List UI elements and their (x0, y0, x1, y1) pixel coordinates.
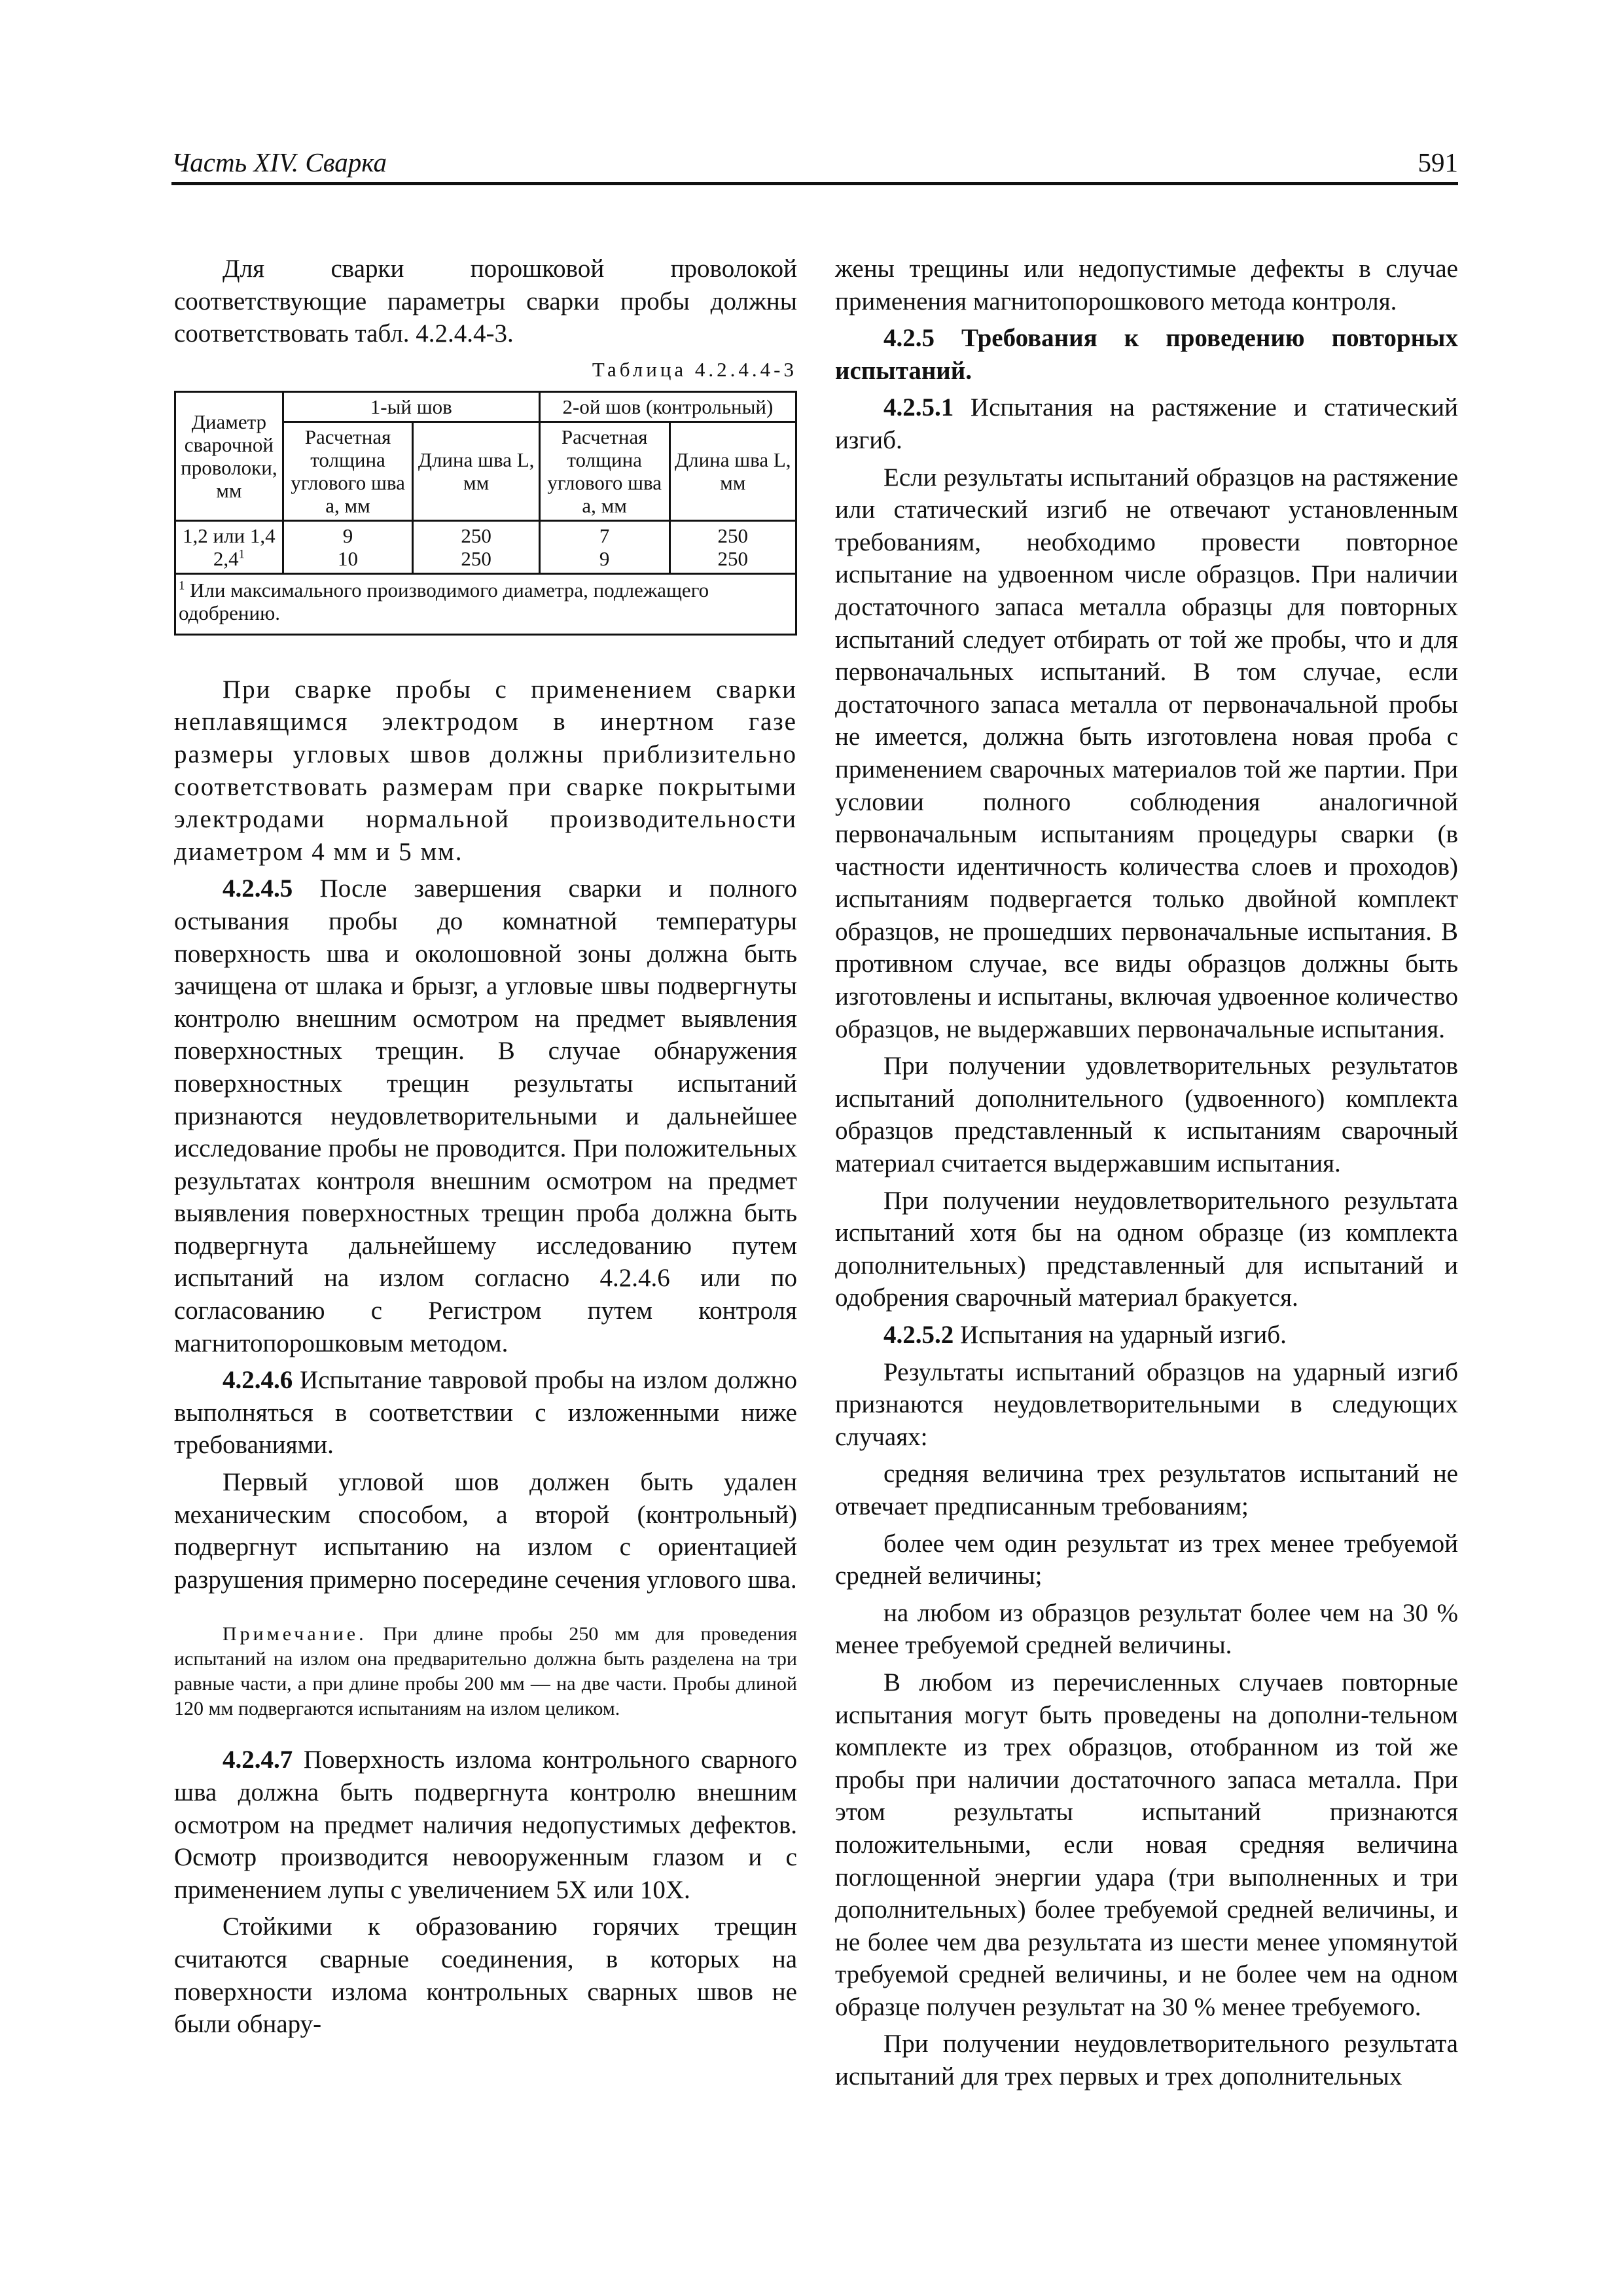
table-header-cell: Диаметр сварочной проволоки, мм (175, 391, 283, 520)
right-column (835, 253, 1458, 2098)
table-header-cell: Длина шва L, мм (413, 422, 539, 520)
list-item: более чем один результат из трех менее требуемой средней величины; (835, 1529, 1458, 1590)
section-number: 4.2.5.2 (883, 1321, 954, 1349)
note-label: Примечание. (223, 1623, 367, 1645)
table-cell: 1,2 или 1,4 $2,4^1$ (175, 520, 283, 573)
table-header-cell: Длина шва L, мм (669, 422, 796, 520)
paragraph: В любом из перечисленных случаев повторные испытания могут быть проведены на дополни-тельном комплекте из трех образцов, отобранном из той же пробы при наличии достаточного запаса металла. При этом результаты испытаний признаются положительными, если новая средняя величина поглощенной энергии удара (три выполненных и три дополнительных) более требуемой средней величины, и не более чем два результата из шести менее упомянутой требуемой средней величины, и не более чем на одном образце получен результат на 30 % менее требуемого. (835, 1668, 1458, 2021)
paragraph: При получении удовлетворительных результатов испытаний дополнительного (удвоенного) комплекта образцов представленный к испытаниям сварочный материал считается выдержавшим испытания. (835, 1052, 1458, 1178)
table-header-cell: Расчетная толщина углового шва a, мм (283, 422, 413, 520)
table-cell: 9 10 (283, 520, 413, 573)
section-number: 4.2.5.1 (883, 393, 954, 422)
left-column (174, 253, 797, 2045)
paragraph: Если результаты испытаний образцов на растяжение или статический изгиб не отвечают установленным требованиям, необходимо провести повторное испытание на удвоенном числе образцов. При наличии достаточного запаса металла образцы для повторных испытаний следует отбирать от той же пробы, что и для первоначальных испытаний. В том случае, если достаточного запаса металла от первоначальной пробы не имеется, должна быть изготовлена новая проба с применением сварочных материалов той же партии. При условии полного соблюдения аналогичной первоначальным испытаниям процедуры сварки (в частности идентичность количества слоев и проходов) испытаниям подвергается только двойной комплект образцов, не прошедших первоначальные испытания. В противном случае, все виды образцов должны быть изготовлены и испытаны, включая удвоенное количество образцов, не выдержавших первоначальные испытания. (835, 463, 1458, 1043)
table-header-cell: 1-ый шов (283, 391, 539, 422)
paragraph: 4.2.5.1 Испытания на растяжение и статический изгиб. (835, 393, 1459, 454)
table-caption: Таблица 4.2.4.4-3 (592, 357, 797, 381)
section-number: 4.2.4.5 (223, 874, 293, 903)
paragraph: Результаты испытаний образцов на ударный изгиб признаются неудовлетворительными в следующих случаях: (835, 1357, 1458, 1451)
running-header (171, 145, 1458, 185)
note: Примечание. При длине пробы 250 мм для проведения испытаний на излом она предварительно должна быть разделена на три равные части, а при длине пробы 200 мм — на две части. Пробы длиной 120 мм подвергаются испытаниям на излом целиком. (174, 1623, 798, 1720)
paragraph: Стойкими к образованию горячих трещин считаются сварные соединения, в которых на поверхности излома контрольных сварных швов не были обнару- (174, 1912, 797, 2039)
table-cell: 250 250 (413, 520, 539, 573)
running-header-title: Часть XIV. Сварка (171, 147, 387, 177)
table-header-cell: Расчетная толщина углового шва a, мм (539, 422, 669, 520)
list-item: на любом из образцов результат более чем на 30 % менее требуемой средней величины. (835, 1598, 1458, 1660)
welding-parameters-table (174, 391, 797, 636)
section-number: 4.2.4.7 (223, 1746, 293, 1774)
table-header-cell: 2-ой шов (контрольный) (539, 391, 796, 422)
section-number: 4.2.4.6 (223, 1366, 293, 1395)
paragraph: 4.2.4.6 Испытание тавровой пробы на излом должно выполняться в соответствии с изложенными ниже требованиями. (174, 1366, 797, 1460)
table-footnote: $^1$ Или максимального производимого диаметра, подлежащего одобрению. (175, 573, 796, 634)
section-heading: 4.2.5 Требования к проведению повторных испытаний. (835, 324, 1458, 385)
paragraph: 4.2.4.5 После завершения сварки и полного остывания пробы до комнатной температуры поверхность шва и околошовной зоны должна быть зачищена от шлака и брызг, а угловые швы подвергнуты контролю внешним осмотром на предмет выявления поверхностных трещин. В случае обнаружения поверхностных трещин результаты испытаний признаются неудовлетворительными и дальнейшее исследование пробы не проводится. При положительных результатах контроля внешним осмотром на предмет выявления поверхностных трещин проба должна быть подвергнута дальнейшему исследованию путем испытаний на излом согласно 4.2.4.6 или по согласованию с Регистром путем контроля магнитопорошковым методом. (174, 874, 797, 1357)
paragraph: При получении неудовлетворительного результата испытаний хотя бы на одном образце (из комплекта дополнительных) представленный для испытаний и одобрения сварочный материал бракуется. (835, 1186, 1458, 1312)
page-number: 591 (1418, 147, 1458, 177)
paragraph: При получении неудовлетворительного результата испытаний для трех первых и трех дополнительных (835, 2030, 1458, 2091)
table-cell: 7 9 (539, 520, 669, 573)
paragraph: Для сварки порошковой проволокой соответствующие параметры сварки пробы должны соответствовать табл. 4.2.4.4-3. (174, 255, 797, 348)
paragraph: 4.2.5.2 Испытания на ударный изгиб. (883, 1321, 1287, 1349)
paragraph: При сварке пробы с применением сварки неплавящимся электродом в инертном газе размеры угловых швов должны приблизительно соответствовать размерам при сварке покрытыми электродами нормальной производительности диаметром 4 мм и 5 мм. (174, 675, 797, 866)
paragraph: Первый угловой шов должен быть удален механическим способом, а второй (контрольный) подвергнут испытанию на излом с ориентацией разрушения примерно посередине сечения углового шва. (174, 1468, 797, 1594)
list-item: средняя величина трех результатов испытаний не отвечает предписанным требованиям; (835, 1460, 1458, 1520)
paragraph: жены трещины или недопустимые дефекты в случае применения магнитопорошкового метода контроля. (835, 255, 1458, 315)
table-cell: 250 250 (669, 520, 796, 573)
paragraph: 4.2.4.7 Поверхность излома контрольного сварного шва должна быть подвергнута контролю внешним осмотром на предмет наличия недопустимых дефектов. Осмотр производится невооруженным глазом и с применением лупы с увеличением 5Х или 10Х. (174, 1746, 797, 1904)
